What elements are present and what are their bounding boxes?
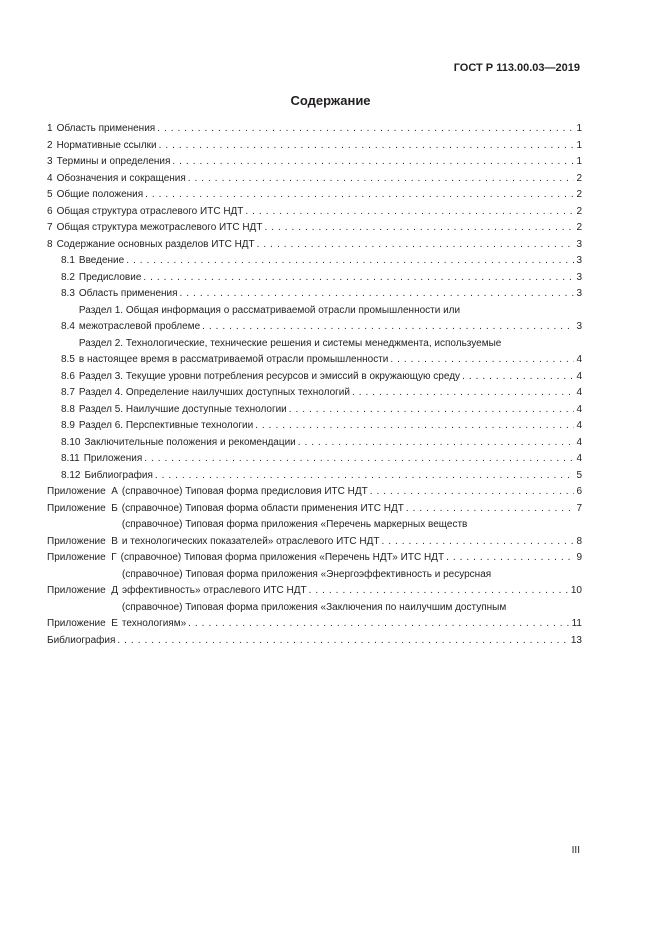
dot-leader <box>188 616 569 633</box>
toc-entry[interactable] <box>47 286 582 303</box>
toc-entry-page: 13 <box>570 634 582 646</box>
document-code: ГОСТ Р 113.00.03—2019 <box>453 62 580 74</box>
toc-entry-number: Приложение Е <box>47 618 118 629</box>
toc-entry-title: (справочное) Типовая форма приложения «Энергоэффективность и ресурсная <box>121 568 492 580</box>
toc-entry[interactable] <box>47 517 582 550</box>
page-title: Содержание <box>290 93 371 108</box>
toc-entry-page: 3 <box>576 255 582 266</box>
dot-leader <box>309 583 569 600</box>
dot-leader <box>382 534 575 551</box>
dot-leader <box>155 468 575 485</box>
toc-entry-page: 9 <box>576 552 582 563</box>
toc-entry[interactable] <box>47 418 582 435</box>
toc-entry-title: Область применения <box>56 123 156 134</box>
toc-entry-number: 8.4 <box>61 321 75 332</box>
toc-entry-page: 5 <box>576 469 582 481</box>
toc-entry-title: Термины и определения <box>56 156 171 167</box>
toc-entry-page: 3 <box>576 288 582 299</box>
toc-entry-title: Приложения <box>83 453 143 464</box>
toc-entry[interactable] <box>47 451 582 468</box>
toc-entry-number: 8.11 <box>61 453 80 464</box>
toc-entry-page: 2 <box>576 189 582 200</box>
toc-entry-title: технологиям» <box>121 618 187 629</box>
dot-leader <box>143 270 574 287</box>
toc-entry-number: Приложение Д <box>47 585 118 596</box>
toc-entry-page: 4 <box>576 420 582 431</box>
dot-leader <box>462 369 574 386</box>
dot-leader <box>264 220 574 237</box>
dot-leader <box>406 501 575 518</box>
dot-leader <box>180 286 575 303</box>
toc-entry-page: 1 <box>576 156 582 167</box>
toc-entry[interactable] <box>47 385 582 402</box>
toc-entry[interactable] <box>47 567 582 600</box>
toc-entry-title: Нормативные ссылки <box>56 139 157 151</box>
toc-entry-page: 4 <box>576 370 582 382</box>
toc-entry-title: Общие положения <box>56 189 144 200</box>
dot-leader <box>446 550 574 567</box>
toc-entry-number: 7 <box>47 222 53 233</box>
dot-leader <box>145 187 574 204</box>
toc-entry-title: (справочное) Типовая форма приложения «Перечень маркерных веществ <box>121 519 468 530</box>
toc-entry[interactable] <box>47 187 582 204</box>
toc-entry-number: 6 <box>47 205 53 217</box>
toc-entry[interactable] <box>47 121 582 138</box>
toc-entry-title: Общая структура отраслевого ИТС НДТ <box>56 205 244 217</box>
toc-entry-title: в настоящее время в рассматриваемой отрасли промышленности <box>78 354 389 365</box>
dot-leader <box>255 418 574 435</box>
dot-leader <box>202 319 574 336</box>
toc-entry[interactable] <box>47 336 582 369</box>
toc-entry-title: Содержание основных разделов ИТС НДТ <box>56 238 255 250</box>
toc-entry-page: 3 <box>576 238 582 250</box>
toc-entry-title: Введение <box>78 255 125 266</box>
toc-entry[interactable] <box>47 303 582 336</box>
toc-entry-number: 8.8 <box>61 403 75 415</box>
dot-leader <box>289 402 575 419</box>
toc-entry-number: 8.3 <box>61 288 75 299</box>
toc-entry-title: (справочное) Типовая форма области применения ИТС НДТ <box>121 502 404 514</box>
toc-entry-page: 2 <box>576 222 582 233</box>
toc-entry[interactable] <box>47 501 582 518</box>
toc-entry-page: 1 <box>576 139 582 151</box>
toc-entry[interactable] <box>47 154 582 171</box>
toc-entry-number: 4 <box>47 172 53 184</box>
toc-entry-page: 4 <box>576 403 582 415</box>
toc-entry-number: 1 <box>47 123 53 134</box>
toc-entry-title: (справочное) Типовая форма приложения «Перечень НДТ» ИТС НДТ <box>120 552 445 563</box>
toc-entry-title: Обозначения и сокращения <box>56 172 186 184</box>
toc-entry-title: Раздел 3. Текущие уровни потребления ресурсов и эмиссий в окружающую среду <box>78 370 461 382</box>
toc-entry-title: и технологических показателей» отраслевого ИТС НДТ <box>121 535 380 547</box>
toc-entry-title: Раздел 4. Определение наилучших доступных технологий <box>78 387 350 398</box>
toc-entry-number: 8.7 <box>61 387 75 398</box>
toc-entry-number: 8.1 <box>61 255 75 266</box>
toc-entry-page: 1 <box>576 123 582 134</box>
toc-entry-title: Раздел 2. Технологические, технические решения и системы менеджмента, используемые <box>78 337 502 349</box>
toc-entry-page: 11 <box>571 618 582 629</box>
toc-entry-number: 8.2 <box>61 271 75 283</box>
toc-entry-number: Приложение А <box>47 486 118 497</box>
toc-entry-number: Приложение Б <box>47 502 118 514</box>
toc-entry-number: 3 <box>47 156 53 167</box>
toc-entry[interactable] <box>47 171 582 188</box>
toc-entry-page: 10 <box>570 585 582 596</box>
dot-leader <box>126 253 574 270</box>
dot-leader <box>390 352 574 369</box>
dot-leader <box>245 204 574 221</box>
toc-entry-title: эффективность» отраслевого ИТС НДТ <box>121 585 307 596</box>
toc-entry-title: Заключительные положения и рекомендации <box>84 436 296 448</box>
toc-entry[interactable] <box>47 138 582 155</box>
toc-entry-number: 5 <box>47 189 53 200</box>
dot-leader <box>144 451 574 468</box>
toc-entry[interactable] <box>47 484 582 501</box>
toc-entry[interactable] <box>47 633 582 650</box>
toc-entry-number: 8.10 <box>61 436 81 448</box>
toc-entry-number: Приложение В <box>47 535 118 547</box>
page-number: III <box>571 845 580 856</box>
toc-entry-number: 8.5 <box>61 354 75 365</box>
dot-leader <box>298 435 575 452</box>
toc-entry-number: 8 <box>47 238 53 250</box>
toc-entry-title: Область применения <box>78 288 178 299</box>
toc-entry-title: Библиография <box>84 469 153 481</box>
toc-entry[interactable] <box>47 237 582 254</box>
dot-leader <box>257 237 575 254</box>
toc-entry-page: 4 <box>576 354 582 365</box>
toc-entry-title: (справочное) Типовая форма приложения «Заключения по наилучшим доступным <box>121 601 507 613</box>
toc-entry-title: Библиография <box>47 634 116 646</box>
toc-entry[interactable] <box>47 220 582 237</box>
toc-entry[interactable] <box>47 468 582 485</box>
toc-entry[interactable] <box>47 402 582 419</box>
toc-entry-page: 3 <box>576 321 582 332</box>
toc-entry-number: 8.6 <box>61 370 75 382</box>
toc-entry-number: Приложение Г <box>47 552 117 563</box>
toc-entry[interactable] <box>47 550 582 567</box>
toc-entry-title: (справочное) Типовая форма предисловия ИТС НДТ <box>121 486 368 497</box>
toc-entry-page: 6 <box>576 486 582 497</box>
toc-entry-title: Раздел 1. Общая информация о рассматриваемой отрасли промышленности или <box>78 304 461 316</box>
toc-entry-title: Раздел 5. Наилучшие доступные технологии <box>78 403 287 415</box>
toc-entry-number: 8.9 <box>61 420 75 431</box>
table-of-contents <box>47 121 582 649</box>
toc-entry-title: межотраслевой проблеме <box>78 321 201 332</box>
toc-entry-title: Раздел 6. Перспективные технологии <box>78 420 254 431</box>
toc-entry-title: Предисловие <box>78 271 142 283</box>
dot-leader <box>188 171 575 188</box>
toc-entry-page: 8 <box>576 535 582 547</box>
dot-leader <box>370 484 575 501</box>
toc-entry-page: 4 <box>576 436 582 448</box>
dot-leader <box>159 138 575 155</box>
toc-entry-page: 3 <box>576 271 582 283</box>
toc-entry[interactable] <box>47 369 582 386</box>
dot-leader <box>352 385 574 402</box>
toc-entry-page: 2 <box>576 205 582 217</box>
toc-entry[interactable] <box>47 600 582 633</box>
toc-entry-number: 2 <box>47 139 53 151</box>
toc-entry-page: 2 <box>576 172 582 184</box>
dot-leader <box>117 633 568 650</box>
toc-entry[interactable] <box>47 435 582 452</box>
toc-entry-page: 7 <box>576 502 582 514</box>
toc-entry-title: Общая структура межотраслевого ИТС НДТ <box>56 222 263 233</box>
toc-entry[interactable] <box>47 270 582 287</box>
dot-leader <box>157 121 574 138</box>
toc-entry-page: 4 <box>576 387 582 398</box>
dot-leader <box>172 154 574 171</box>
toc-entry-page: 4 <box>576 453 582 464</box>
toc-entry[interactable] <box>47 253 582 270</box>
toc-entry[interactable] <box>47 204 582 221</box>
toc-entry-number: 8.12 <box>61 469 81 481</box>
